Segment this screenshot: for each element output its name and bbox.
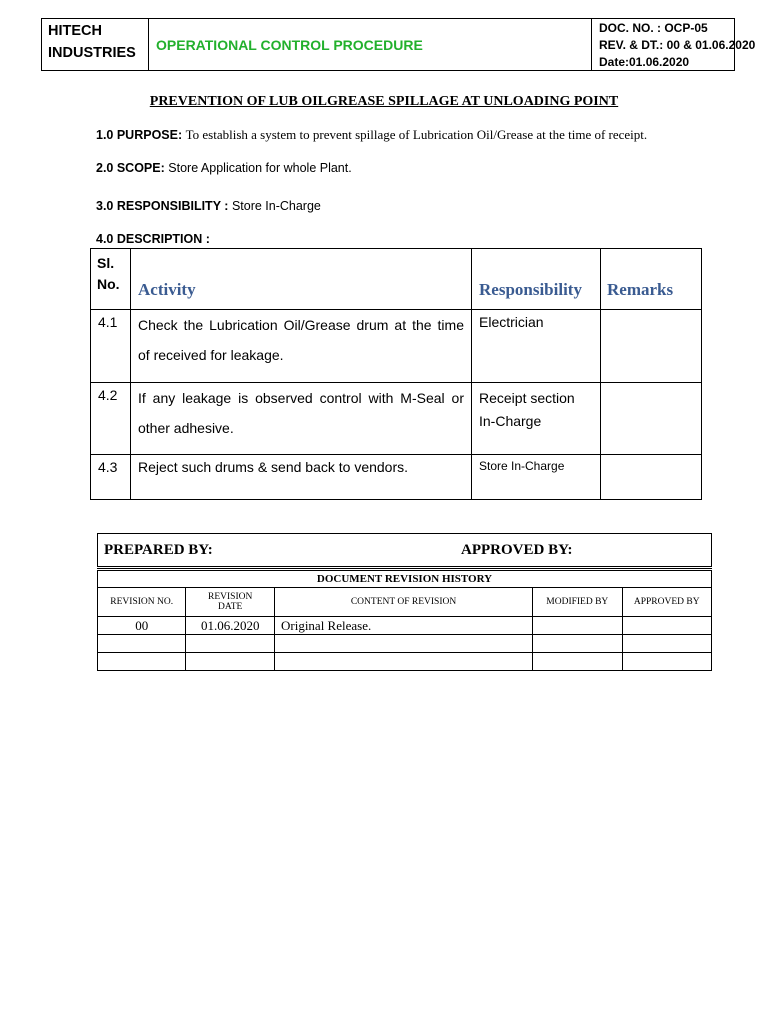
purpose-section	[96, 127, 647, 143]
activity-cell	[131, 455, 472, 500]
procedure-title-cell	[149, 19, 592, 70]
empty-cell	[274, 653, 532, 671]
responsibility-text-line1: Receipt section	[479, 390, 575, 406]
description-table	[90, 248, 702, 500]
prepared-by-label: PREPARED BY:	[104, 542, 213, 558]
col-modified-by: MODIFIED BY	[533, 588, 622, 617]
empty-cell	[622, 635, 712, 653]
activity-text: Check the Lubrication Oil/Grease drum at the time of received for leakage.	[138, 317, 464, 363]
table-header-row	[91, 249, 702, 310]
company-name-line1: HITECH	[48, 23, 102, 39]
empty-cell	[274, 635, 532, 653]
sl-number: 4.3	[98, 459, 118, 475]
remarks-cell	[601, 383, 702, 455]
col-revision-no: REVISION NO.	[98, 588, 186, 617]
sl-cell	[91, 310, 131, 383]
empty-cell	[98, 635, 186, 653]
approved-by-cell	[622, 617, 712, 635]
revision-no-cell: 00	[98, 617, 186, 635]
empty-cell	[533, 653, 622, 671]
col-revision-date-line2: DATE	[218, 602, 243, 612]
revision-date: REV. & DT.: 00 & 01.06.2020	[599, 38, 756, 52]
responsibility-cell	[472, 310, 601, 383]
revision-header-row	[98, 588, 712, 617]
responsibility-cell	[472, 383, 601, 455]
sl-number: 4.2	[98, 387, 118, 403]
scope-label: 2.0 SCOPE:	[96, 161, 165, 175]
responsibility-text: Electrician	[479, 314, 544, 330]
table-row	[91, 455, 702, 500]
col-revision-date	[186, 588, 275, 617]
responsibility-text: Store In-Charge	[231, 199, 321, 213]
activity-text: If any leakage is observed control with M-Seal or other adhesive.	[138, 390, 464, 436]
revision-history-table	[97, 568, 712, 671]
scope-text: Store Application for whole Plant.	[168, 161, 352, 175]
responsibility-text-line2: In-Charge	[479, 413, 542, 429]
doc-number: DOC. NO. : OCP-05	[599, 21, 708, 35]
signoff-box	[97, 533, 712, 567]
empty-cell	[98, 653, 186, 671]
revision-date-cell: 01.06.2020	[186, 617, 275, 635]
col-revision-date-line1: REVISION	[208, 592, 253, 602]
revision-title-row	[98, 570, 712, 588]
activity-cell	[131, 383, 472, 455]
activity-header: Activity	[138, 280, 196, 299]
responsibility-label: 3.0 RESPONSIBILITY :	[96, 199, 229, 213]
empty-cell	[622, 653, 712, 671]
approved-by-label: APPROVED BY:	[461, 542, 573, 558]
empty-cell	[186, 635, 275, 653]
description-section	[96, 232, 210, 246]
procedure-title: OPERATIONAL CONTROL PROCEDURE	[156, 37, 423, 53]
col-content-of-revision: CONTENT OF REVISION	[274, 588, 532, 617]
remarks-cell	[601, 455, 702, 500]
revision-content-cell: Original Release.	[274, 617, 532, 635]
table-row	[91, 383, 702, 455]
remarks-header-cell	[601, 249, 702, 310]
responsibility-text: Store In-Charge	[479, 459, 565, 473]
document-date: Date:01.06.2020	[599, 55, 690, 69]
sl-header-line2: No.	[97, 276, 120, 292]
purpose-label: 1.0 PURPOSE:	[96, 128, 183, 142]
sl-header-line1: Sl.	[97, 255, 115, 271]
table-row	[91, 310, 702, 383]
col-approved-by: APPROVED BY	[622, 588, 712, 617]
table-row	[98, 653, 712, 671]
company-cell	[42, 19, 149, 70]
revision-history-title: DOCUMENT REVISION HISTORY	[98, 570, 712, 588]
responsibility-cell	[472, 455, 601, 500]
remarks-text	[601, 310, 701, 318]
company-name-line2: INDUSTRIES	[48, 45, 136, 61]
description-label: 4.0 DESCRIPTION :	[96, 232, 210, 246]
document-header	[41, 18, 756, 71]
scope-section	[96, 161, 352, 175]
sl-number: 4.1	[98, 314, 118, 330]
remarks-cell	[601, 310, 702, 383]
responsibility-header-cell	[472, 249, 601, 310]
table-row	[98, 635, 712, 653]
activity-cell	[131, 310, 472, 383]
table-row	[98, 617, 712, 635]
doc-meta-cell	[592, 19, 756, 70]
responsibility-header: Responsibility	[479, 280, 582, 299]
modified-by-cell	[533, 617, 622, 635]
empty-cell	[533, 635, 622, 653]
sl-cell	[91, 455, 131, 500]
purpose-text: To establish a system to prevent spillage of Lubrication Oil/Grease at the time of receipt.	[185, 127, 648, 142]
remarks-header: Remarks	[607, 280, 674, 299]
activity-header-cell	[131, 249, 472, 310]
empty-cell	[186, 653, 275, 671]
sl-cell	[91, 383, 131, 455]
page-title: PREVENTION OF LUB OILGREASE SPILLAGE AT UNLOADING POINT	[149, 94, 619, 109]
remarks-text	[601, 383, 701, 391]
remarks-text	[601, 455, 701, 463]
responsibility-section	[96, 199, 321, 213]
activity-text: Reject such drums & send back to vendors.	[138, 459, 409, 475]
sl-header-cell	[91, 249, 131, 310]
